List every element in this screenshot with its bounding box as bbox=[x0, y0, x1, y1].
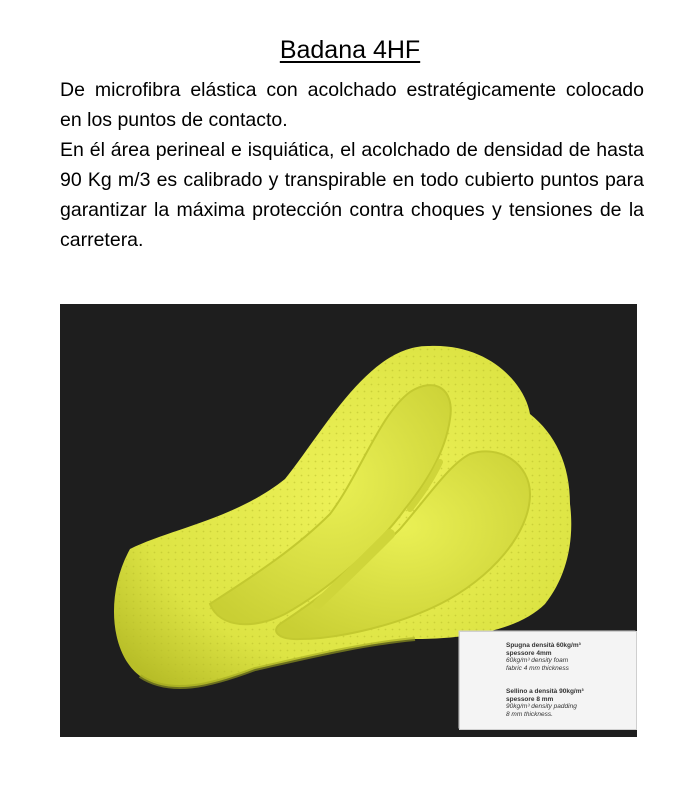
paragraph-2: En él área perineal e isquiática, el acolchado de densidad de hasta 90 Kg m/3 es calibrado y transpirable en todo cubierto puntos para garantizar la máxima protección contra choques y tensiones de la carretera. bbox=[60, 139, 644, 251]
page-title: Badana 4HF bbox=[279, 36, 421, 64]
paragraph-1: De microfibra elástica con acolchado estratégicamente colocado en los puntos de contacto. bbox=[60, 79, 644, 131]
chamois-pad-photo bbox=[60, 304, 637, 737]
padding-density-note bbox=[506, 688, 584, 718]
density-diagram bbox=[459, 631, 637, 730]
padding-note-it-2: spessore 8 mm bbox=[506, 695, 554, 703]
padding-note-it-1: Sellino a densità 90kg/m³ bbox=[506, 688, 584, 695]
padding-note-en-1: 90kg/m³ density padding bbox=[506, 703, 577, 711]
description-text bbox=[60, 75, 644, 255]
foam-note-en-1: 60kg/m³ density foam bbox=[506, 657, 569, 665]
foam-note-it-2: spessore 4mm bbox=[506, 649, 552, 657]
foam-note-it-1: Spugna densità 60kg/m³ bbox=[506, 642, 581, 649]
foam-density-note bbox=[506, 642, 581, 672]
foam-note-en-2: fabric 4 mm thickness bbox=[506, 664, 569, 672]
padding-note-en-2: 8 mm thickness. bbox=[506, 710, 553, 718]
